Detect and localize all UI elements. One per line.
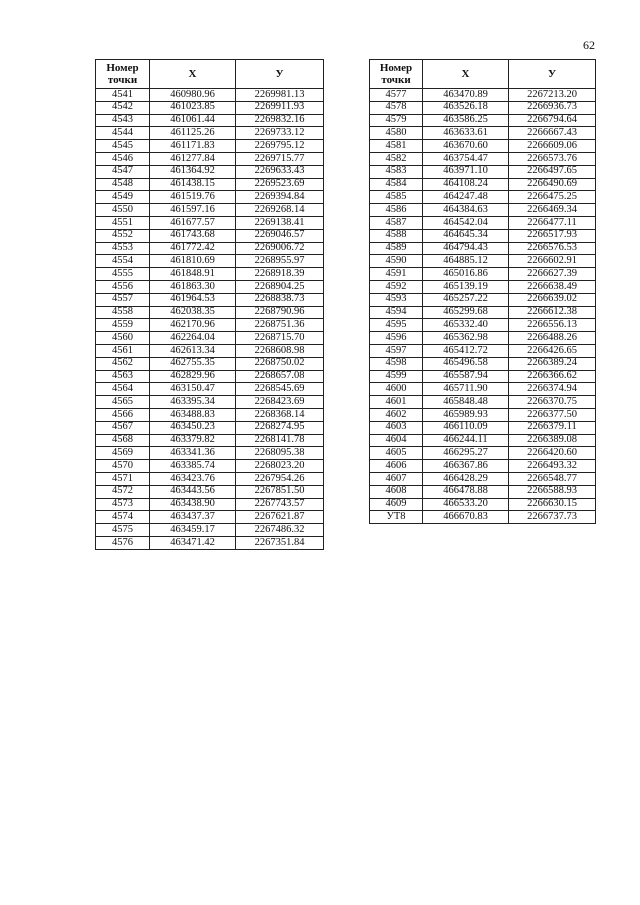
y-coordinate-cell: 2267351.84 — [236, 536, 324, 549]
table-row — [370, 383, 596, 396]
point-number-cell: 4599 — [370, 370, 423, 383]
x-coordinate-cell: 461125.26 — [150, 127, 236, 140]
y-coordinate-cell: 2266576.53 — [509, 242, 596, 255]
y-coordinate-cell: 2269795.12 — [236, 140, 324, 153]
point-number-cell: 4608 — [370, 485, 423, 498]
table-row — [96, 319, 324, 332]
table-row — [96, 383, 324, 396]
x-coordinate-cell: 461597.16 — [150, 204, 236, 217]
x-coordinate-cell: 461863.30 — [150, 280, 236, 293]
table-row — [370, 472, 596, 485]
point-number-cell: 4558 — [96, 306, 150, 319]
x-coordinate-cell: 465299.68 — [423, 306, 509, 319]
point-number-cell: 4586 — [370, 204, 423, 217]
x-coordinate-cell: 466110.09 — [423, 421, 509, 434]
table-row — [96, 472, 324, 485]
header-point-number-line1: Номер — [106, 62, 139, 74]
y-coordinate-cell: 2268904.25 — [236, 280, 324, 293]
y-coordinate-cell: 2269733.12 — [236, 127, 324, 140]
table-row — [370, 127, 596, 140]
point-number-cell: 4574 — [96, 511, 150, 524]
y-coordinate-cell: 2268095.38 — [236, 447, 324, 460]
y-coordinate-cell: 2268545.69 — [236, 383, 324, 396]
x-coordinate-cell: 462038.35 — [150, 306, 236, 319]
point-number-cell: 4573 — [96, 498, 150, 511]
x-coordinate-cell: 466244.11 — [423, 434, 509, 447]
table-row — [370, 178, 596, 191]
point-number-cell: 4567 — [96, 421, 150, 434]
point-number-cell: 4554 — [96, 255, 150, 268]
table-row — [96, 204, 324, 217]
x-coordinate-cell: 463443.56 — [150, 485, 236, 498]
y-coordinate-cell: 2266389.08 — [509, 434, 596, 447]
point-number-cell: 4577 — [370, 89, 423, 102]
table-row — [370, 140, 596, 153]
x-coordinate-cell: 463395.34 — [150, 396, 236, 409]
x-coordinate-cell: 461677.57 — [150, 216, 236, 229]
table-row — [96, 524, 324, 537]
x-coordinate-cell: 463586.25 — [423, 114, 509, 127]
y-coordinate-cell: 2266737.73 — [509, 511, 596, 524]
table-row — [370, 460, 596, 473]
table-body — [96, 89, 324, 550]
header-point-number-line2: точки — [107, 74, 138, 86]
table-row — [96, 165, 324, 178]
point-number-cell: 4595 — [370, 319, 423, 332]
y-coordinate-cell: 2266573.76 — [509, 152, 596, 165]
y-coordinate-cell: 2268955.97 — [236, 255, 324, 268]
point-number-cell: 4570 — [96, 460, 150, 473]
point-number-cell: 4594 — [370, 306, 423, 319]
point-number-cell: 4576 — [96, 536, 150, 549]
table-row — [370, 332, 596, 345]
table-row — [96, 344, 324, 357]
y-coordinate-cell: 2266488.26 — [509, 332, 596, 345]
x-coordinate-cell: 465257.22 — [423, 293, 509, 306]
x-coordinate-cell: 463385.74 — [150, 460, 236, 473]
table-row — [96, 370, 324, 383]
x-coordinate-cell: 465332.40 — [423, 319, 509, 332]
y-coordinate-cell: 2269633.43 — [236, 165, 324, 178]
x-coordinate-cell: 464108.24 — [423, 178, 509, 191]
point-number-cell: 4602 — [370, 408, 423, 421]
header-point-number — [370, 60, 423, 89]
header-x: X — [423, 60, 509, 89]
table-row — [370, 344, 596, 357]
table-row — [370, 204, 596, 217]
point-number-cell: 4605 — [370, 447, 423, 460]
x-coordinate-cell: 464384.63 — [423, 204, 509, 217]
point-number-cell: 4582 — [370, 152, 423, 165]
x-coordinate-cell: 463437.37 — [150, 511, 236, 524]
x-coordinate-cell: 466295.27 — [423, 447, 509, 460]
table-row — [96, 216, 324, 229]
x-coordinate-cell: 463754.47 — [423, 152, 509, 165]
table-row — [370, 319, 596, 332]
table-row — [96, 408, 324, 421]
x-coordinate-cell: 461810.69 — [150, 255, 236, 268]
table-row — [370, 255, 596, 268]
x-coordinate-cell: 465848.48 — [423, 396, 509, 409]
x-coordinate-cell: 462829.96 — [150, 370, 236, 383]
table-row — [96, 268, 324, 281]
table-row — [370, 306, 596, 319]
x-coordinate-cell: 461061.44 — [150, 114, 236, 127]
x-coordinate-cell: 466533.20 — [423, 498, 509, 511]
header-point-number — [96, 60, 150, 89]
y-coordinate-cell: 2266588.93 — [509, 485, 596, 498]
x-coordinate-cell: 465989.93 — [423, 408, 509, 421]
table-row — [370, 408, 596, 421]
y-coordinate-cell: 2266469.34 — [509, 204, 596, 217]
x-coordinate-cell: 463670.60 — [423, 140, 509, 153]
table-row — [96, 460, 324, 473]
x-coordinate-cell: 463488.83 — [150, 408, 236, 421]
point-number-cell: 4578 — [370, 101, 423, 114]
x-coordinate-cell: 464247.48 — [423, 191, 509, 204]
table-row — [96, 101, 324, 114]
point-number-cell: 4562 — [96, 357, 150, 370]
point-number-cell: 4587 — [370, 216, 423, 229]
y-coordinate-cell: 2266426.65 — [509, 344, 596, 357]
point-number-cell: 4541 — [96, 89, 150, 102]
point-number-cell: 4568 — [96, 434, 150, 447]
y-coordinate-cell: 2266612.38 — [509, 306, 596, 319]
y-coordinate-cell: 2268838.73 — [236, 293, 324, 306]
y-coordinate-cell: 2266370.75 — [509, 396, 596, 409]
y-coordinate-cell: 2269138.41 — [236, 216, 324, 229]
point-number-cell: 4597 — [370, 344, 423, 357]
y-coordinate-cell: 2266490.69 — [509, 178, 596, 191]
table-row — [96, 127, 324, 140]
x-coordinate-cell: 460980.96 — [150, 89, 236, 102]
table-row — [370, 370, 596, 383]
x-coordinate-cell: 461848.91 — [150, 268, 236, 281]
table-row — [370, 293, 596, 306]
table-row — [96, 114, 324, 127]
point-number-cell: 4565 — [96, 396, 150, 409]
y-coordinate-cell: 2267213.20 — [509, 89, 596, 102]
y-coordinate-cell: 2266420.60 — [509, 447, 596, 460]
point-number-cell: 4545 — [96, 140, 150, 153]
x-coordinate-cell: 466428.29 — [423, 472, 509, 485]
y-coordinate-cell: 2268918.39 — [236, 268, 324, 281]
x-coordinate-cell: 466478.88 — [423, 485, 509, 498]
y-coordinate-cell: 2266517.93 — [509, 229, 596, 242]
point-number-cell: 4559 — [96, 319, 150, 332]
point-number-cell: 4550 — [96, 204, 150, 217]
table-row — [370, 165, 596, 178]
y-coordinate-cell: 2269832.16 — [236, 114, 324, 127]
x-coordinate-cell: 462613.34 — [150, 344, 236, 357]
y-coordinate-cell: 2269523.69 — [236, 178, 324, 191]
table-row — [370, 434, 596, 447]
y-coordinate-cell: 2266548.77 — [509, 472, 596, 485]
table-row — [96, 280, 324, 293]
x-coordinate-cell: 465496.58 — [423, 357, 509, 370]
y-coordinate-cell: 2268751.36 — [236, 319, 324, 332]
y-coordinate-cell: 2268608.98 — [236, 344, 324, 357]
point-number-cell: 4579 — [370, 114, 423, 127]
header-x: X — [150, 60, 236, 89]
table-row — [370, 268, 596, 281]
table-row — [96, 255, 324, 268]
y-coordinate-cell: 2266667.43 — [509, 127, 596, 140]
point-number-cell: 4609 — [370, 498, 423, 511]
y-coordinate-cell: 2266627.39 — [509, 268, 596, 281]
point-number-cell: 4555 — [96, 268, 150, 281]
table-row — [370, 447, 596, 460]
point-number-cell: 4547 — [96, 165, 150, 178]
table-row — [96, 511, 324, 524]
y-coordinate-cell: 2267621.87 — [236, 511, 324, 524]
y-coordinate-cell: 2268423.69 — [236, 396, 324, 409]
x-coordinate-cell: 464794.43 — [423, 242, 509, 255]
table-row — [96, 242, 324, 255]
x-coordinate-cell: 463633.61 — [423, 127, 509, 140]
x-coordinate-cell: 461277.84 — [150, 152, 236, 165]
y-coordinate-cell: 2266639.02 — [509, 293, 596, 306]
header-point-number-line2: точки — [381, 74, 411, 86]
y-coordinate-cell: 2266477.11 — [509, 216, 596, 229]
x-coordinate-cell: 463150.47 — [150, 383, 236, 396]
point-number-cell: 4553 — [96, 242, 150, 255]
x-coordinate-cell: 461519.76 — [150, 191, 236, 204]
y-coordinate-cell: 2269394.84 — [236, 191, 324, 204]
x-coordinate-cell: 463459.17 — [150, 524, 236, 537]
point-number-cell: 4569 — [96, 447, 150, 460]
point-number-cell: 4557 — [96, 293, 150, 306]
y-coordinate-cell: 2268368.14 — [236, 408, 324, 421]
point-number-cell: 4589 — [370, 242, 423, 255]
table-row — [96, 332, 324, 345]
table-row — [96, 357, 324, 370]
x-coordinate-cell: 465016.86 — [423, 268, 509, 281]
y-coordinate-cell: 2266389.24 — [509, 357, 596, 370]
y-coordinate-cell: 2268790.96 — [236, 306, 324, 319]
y-coordinate-cell: 2269046.57 — [236, 229, 324, 242]
y-coordinate-cell: 2266602.91 — [509, 255, 596, 268]
y-coordinate-cell: 2268274.95 — [236, 421, 324, 434]
table-row — [96, 229, 324, 242]
point-number-cell: 4551 — [96, 216, 150, 229]
point-number-cell: 4583 — [370, 165, 423, 178]
y-coordinate-cell: 2268750.02 — [236, 357, 324, 370]
x-coordinate-cell: 463470.89 — [423, 89, 509, 102]
y-coordinate-cell: 2269911.93 — [236, 101, 324, 114]
table-row — [370, 421, 596, 434]
table-row — [96, 536, 324, 549]
table-row — [370, 280, 596, 293]
point-number-cell: 4598 — [370, 357, 423, 370]
x-coordinate-cell: 465587.94 — [423, 370, 509, 383]
x-coordinate-cell: 463341.36 — [150, 447, 236, 460]
table-row — [370, 229, 596, 242]
point-number-cell: 4572 — [96, 485, 150, 498]
x-coordinate-cell: 462170.96 — [150, 319, 236, 332]
table-row — [96, 293, 324, 306]
x-coordinate-cell: 462755.35 — [150, 357, 236, 370]
table-row — [96, 152, 324, 165]
table-header-row — [370, 60, 596, 89]
point-number-cell: 4604 — [370, 434, 423, 447]
x-coordinate-cell: 465412.72 — [423, 344, 509, 357]
point-number-cell: 4564 — [96, 383, 150, 396]
table-row — [370, 191, 596, 204]
y-coordinate-cell: 2266377.50 — [509, 408, 596, 421]
table-row — [96, 447, 324, 460]
y-coordinate-cell: 2266379.11 — [509, 421, 596, 434]
point-number-cell: 4575 — [96, 524, 150, 537]
y-coordinate-cell: 2266475.25 — [509, 191, 596, 204]
table-row — [370, 396, 596, 409]
y-coordinate-cell: 2266374.94 — [509, 383, 596, 396]
x-coordinate-cell: 464542.04 — [423, 216, 509, 229]
x-coordinate-cell: 463971.10 — [423, 165, 509, 178]
point-number-cell: 4591 — [370, 268, 423, 281]
point-number-cell: 4546 — [96, 152, 150, 165]
point-number-cell: 4552 — [96, 229, 150, 242]
x-coordinate-cell: 465362.98 — [423, 332, 509, 345]
x-coordinate-cell: 463450.23 — [150, 421, 236, 434]
y-coordinate-cell: 2266497.65 — [509, 165, 596, 178]
point-number-cell: 4571 — [96, 472, 150, 485]
x-coordinate-cell: 463423.76 — [150, 472, 236, 485]
y-coordinate-cell: 2269981.13 — [236, 89, 324, 102]
point-number-cell: 4581 — [370, 140, 423, 153]
table-row — [96, 140, 324, 153]
table-row — [96, 178, 324, 191]
page-number: 62 — [583, 38, 595, 52]
y-coordinate-cell: 2267954.26 — [236, 472, 324, 485]
y-coordinate-cell: 2268715.70 — [236, 332, 324, 345]
point-number-cell: 4563 — [96, 370, 150, 383]
table-row — [96, 485, 324, 498]
y-coordinate-cell: 2269268.14 — [236, 204, 324, 217]
y-coordinate-cell: 2269715.77 — [236, 152, 324, 165]
x-coordinate-cell: 463438.90 — [150, 498, 236, 511]
x-coordinate-cell: 461171.83 — [150, 140, 236, 153]
point-number-cell: 4544 — [96, 127, 150, 140]
y-coordinate-cell: 2266794.64 — [509, 114, 596, 127]
x-coordinate-cell: 461364.92 — [150, 165, 236, 178]
y-coordinate-cell: 2267851.50 — [236, 485, 324, 498]
point-number-cell: 4603 — [370, 421, 423, 434]
coordinates-table-right — [369, 59, 596, 524]
table-row — [96, 498, 324, 511]
table-row — [96, 306, 324, 319]
y-coordinate-cell: 2266936.73 — [509, 101, 596, 114]
x-coordinate-cell: 462264.04 — [150, 332, 236, 345]
y-coordinate-cell: 2266630.15 — [509, 498, 596, 511]
y-coordinate-cell: 2267743.57 — [236, 498, 324, 511]
point-number-cell: 4588 — [370, 229, 423, 242]
x-coordinate-cell: 463526.18 — [423, 101, 509, 114]
y-coordinate-cell: 2267486.32 — [236, 524, 324, 537]
table-row — [370, 216, 596, 229]
point-number-cell: 4585 — [370, 191, 423, 204]
x-coordinate-cell: 463471.42 — [150, 536, 236, 549]
point-number-cell: 4601 — [370, 396, 423, 409]
point-number-cell: 4590 — [370, 255, 423, 268]
table-row — [96, 434, 324, 447]
table-row — [370, 242, 596, 255]
point-number-cell: 4596 — [370, 332, 423, 345]
point-number-cell: 4600 — [370, 383, 423, 396]
x-coordinate-cell: 461743.68 — [150, 229, 236, 242]
x-coordinate-cell: 464885.12 — [423, 255, 509, 268]
table-row — [370, 89, 596, 102]
table-row — [96, 421, 324, 434]
table-row — [370, 485, 596, 498]
point-number-cell: 4549 — [96, 191, 150, 204]
table-row — [96, 89, 324, 102]
point-number-cell: УТ8 — [370, 511, 423, 524]
point-number-cell: 4556 — [96, 280, 150, 293]
y-coordinate-cell: 2266366.62 — [509, 370, 596, 383]
y-coordinate-cell: 2266556.13 — [509, 319, 596, 332]
x-coordinate-cell: 461438.15 — [150, 178, 236, 191]
x-coordinate-cell: 465711.90 — [423, 383, 509, 396]
x-coordinate-cell: 461023.85 — [150, 101, 236, 114]
point-number-cell: 4560 — [96, 332, 150, 345]
header-point-number-line1: Номер — [379, 62, 413, 74]
coordinates-table-left — [95, 59, 324, 550]
point-number-cell: 4580 — [370, 127, 423, 140]
y-coordinate-cell: 2268023.20 — [236, 460, 324, 473]
table-row — [370, 511, 596, 524]
y-coordinate-cell: 2268657.08 — [236, 370, 324, 383]
y-coordinate-cell: 2266493.32 — [509, 460, 596, 473]
y-coordinate-cell: 2266609.06 — [509, 140, 596, 153]
header-y: У — [236, 60, 324, 89]
table-row — [370, 114, 596, 127]
x-coordinate-cell: 466367.86 — [423, 460, 509, 473]
point-number-cell: 4584 — [370, 178, 423, 191]
point-number-cell: 4607 — [370, 472, 423, 485]
point-number-cell: 4561 — [96, 344, 150, 357]
table-row — [370, 498, 596, 511]
table-header-row — [96, 60, 324, 89]
table-row — [370, 152, 596, 165]
header-y: У — [509, 60, 596, 89]
x-coordinate-cell: 461964.53 — [150, 293, 236, 306]
table-body — [370, 89, 596, 524]
y-coordinate-cell: 2268141.78 — [236, 434, 324, 447]
point-number-cell: 4592 — [370, 280, 423, 293]
table-row — [370, 357, 596, 370]
x-coordinate-cell: 465139.19 — [423, 280, 509, 293]
point-number-cell: 4548 — [96, 178, 150, 191]
x-coordinate-cell: 461772.42 — [150, 242, 236, 255]
table-row — [370, 101, 596, 114]
x-coordinate-cell: 464645.34 — [423, 229, 509, 242]
table-row — [96, 191, 324, 204]
point-number-cell: 4543 — [96, 114, 150, 127]
table-row — [96, 396, 324, 409]
point-number-cell: 4566 — [96, 408, 150, 421]
point-number-cell: 4606 — [370, 460, 423, 473]
x-coordinate-cell: 466670.83 — [423, 511, 509, 524]
x-coordinate-cell: 463379.82 — [150, 434, 236, 447]
point-number-cell: 4542 — [96, 101, 150, 114]
point-number-cell: 4593 — [370, 293, 423, 306]
y-coordinate-cell: 2266638.49 — [509, 280, 596, 293]
y-coordinate-cell: 2269006.72 — [236, 242, 324, 255]
